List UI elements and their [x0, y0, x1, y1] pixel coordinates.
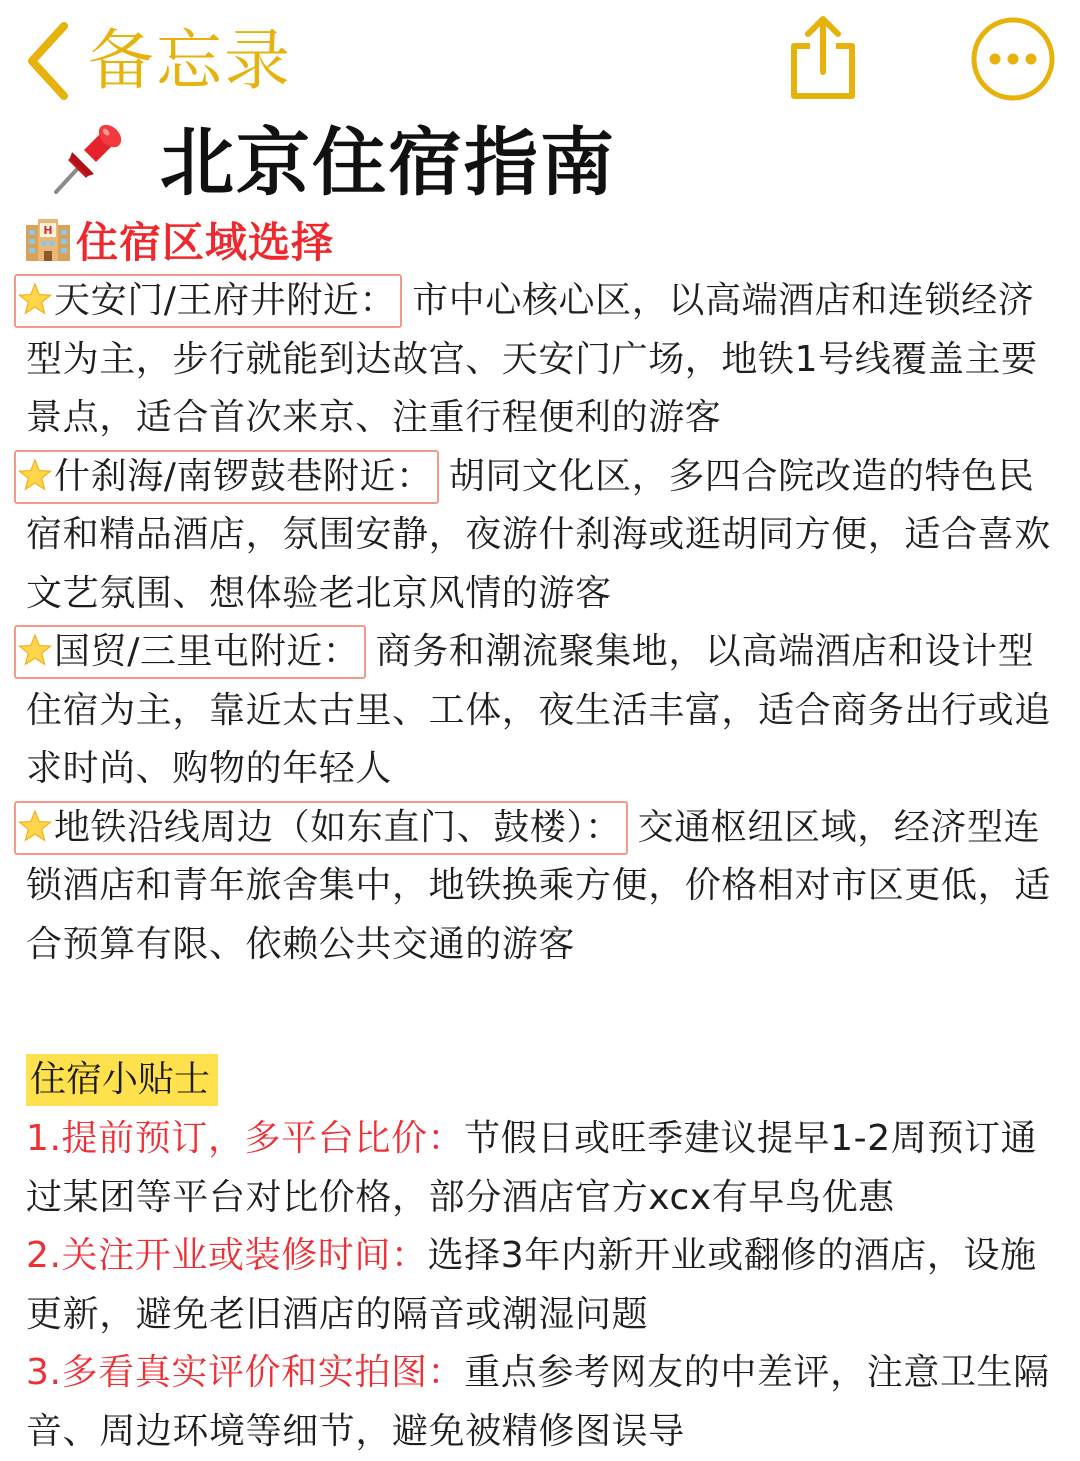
area-description: 胡同文化区，多四合院改造的特色民宿和精品酒店，氛围安静，夜游什刹海或逛胡同方便，适合喜欢文艺氛围、想体验老北京风情的游客: [26, 455, 1051, 614]
share-icon[interactable]: [786, 14, 860, 104]
area-tag: [14, 625, 366, 679]
star-icon: [18, 809, 52, 843]
tip-paragraph: [26, 1344, 1056, 1461]
tip-paragraph: [26, 1110, 1056, 1227]
star-icon: [18, 458, 52, 492]
back-label: 备忘录: [88, 22, 292, 99]
chevron-left-icon: [22, 18, 74, 104]
area-description: 交通枢纽区域，经济型连锁酒店和青年旅舍集中，地铁换乘方便，价格相对市区更低，适合预算有限、依赖公共交通的游客: [26, 806, 1051, 965]
tips-title: 住宿小贴士: [26, 1054, 218, 1106]
area-tag: [14, 274, 402, 328]
area-paragraph: [26, 623, 1056, 799]
star-icon: [18, 633, 52, 667]
spacer: [26, 974, 1056, 1054]
section-title: 住宿区域选择: [76, 218, 335, 267]
tip-heading: 1.提前预订，多平台比价：: [26, 1118, 465, 1159]
note-body[interactable]: [26, 272, 1056, 1461]
area-tag-label: 地铁沿线周边（如东直门、鼓楼）：: [54, 806, 622, 848]
area-tag-label: 天安门/王府井附近：: [54, 280, 397, 321]
area-paragraph: [26, 799, 1056, 975]
tip-heading: 2.关注开业或装修时间：: [26, 1235, 428, 1276]
back-button[interactable]: [22, 18, 292, 104]
tip-body: 重点参考网友的中差评，注意卫生隔音、周边环境等细节，避免被精修图误导: [26, 1352, 1050, 1452]
tip-body: 选择3年内新开业或翻修的酒店，设施更新，避免老旧酒店的隔音或潮湿问题: [26, 1235, 1037, 1335]
area-tag: [14, 450, 439, 504]
more-icon[interactable]: [970, 16, 1056, 102]
star-icon: [18, 282, 52, 316]
page-title: 北京住宿指南: [160, 120, 616, 206]
hotel-icon: [24, 217, 72, 263]
pushpin-icon: [46, 114, 132, 200]
area-tag-label: 什刹海/南锣鼓巷附近：: [54, 455, 433, 497]
tip-paragraph: [26, 1227, 1056, 1344]
tip-heading: 3.多看真实评价和实拍图：: [26, 1352, 465, 1393]
note-title-row: [46, 112, 616, 206]
area-tag-label: 国贸/三里屯附近：: [54, 631, 360, 672]
area-paragraph: [26, 272, 1056, 448]
area-description: 商务和潮流聚集地，以高端酒店和设计型住宿为主，靠近太古里、工体，夜生活丰富，适合商务出行或追求时尚、购物的年轻人: [26, 631, 1051, 789]
tip-body: 节假日或旺季建议提早1-2周预订通过某团等平台对比价格，部分酒店官方xcx有早鸟优惠: [26, 1118, 1038, 1218]
area-paragraph: [26, 448, 1056, 624]
top-navigation-bar: [0, 0, 1080, 120]
area-description: 市中心核心区，以高端酒店和连锁经济型为主，步行就能到达故宫、天安门广场，地铁1号线覆盖主要景点，适合首次来京、注重行程便利的游客: [26, 280, 1038, 438]
area-tag: [14, 801, 628, 855]
svg-text:H: H: [43, 224, 53, 237]
section-heading: [24, 210, 334, 270]
